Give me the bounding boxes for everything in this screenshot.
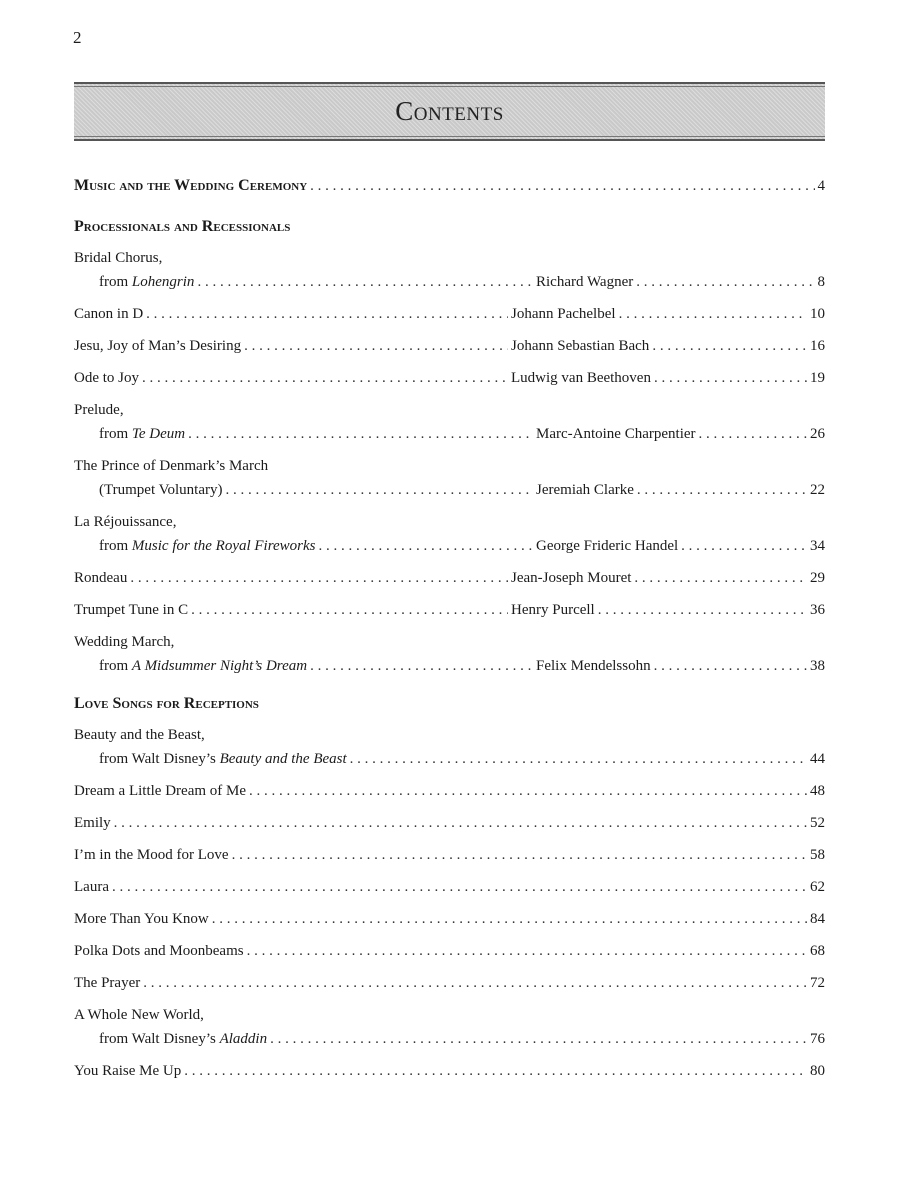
dot-leader (699, 422, 807, 446)
entry-composer: Marc-Antoine Charpentier (536, 426, 696, 442)
toc-entry[interactable] (74, 779, 825, 803)
entry-title-line (74, 246, 825, 270)
entry-page: 29 (810, 570, 825, 586)
toc-entry[interactable] (74, 630, 825, 678)
entry-title-cell (74, 779, 810, 803)
dot-leader (636, 270, 814, 294)
entry-page: 8 (817, 274, 825, 290)
dot-leader (654, 654, 807, 678)
entry-title: Rondeau (74, 570, 128, 586)
entry-title-cell (74, 598, 511, 622)
entry-title-line (74, 454, 825, 478)
entry-source-line (74, 478, 825, 502)
entry-composer-cell (511, 566, 825, 590)
section-heading: Processionals and Recessionals (74, 218, 291, 235)
entry-source-prefix: from (99, 538, 132, 554)
entry-title: Beauty and the Beast, (74, 727, 205, 743)
entry-title: The Prayer (74, 975, 141, 991)
toc-entry[interactable] (74, 875, 825, 899)
entry-source-line (74, 534, 825, 558)
entry-title-cell (74, 843, 810, 867)
entry-page: 48 (810, 783, 825, 799)
entry-page: 16 (810, 338, 825, 354)
toc-entry[interactable] (74, 334, 825, 358)
entry-source-work: Music for the Royal Fireworks (131, 538, 316, 554)
entry-title-cell (74, 1059, 810, 1083)
entry-source (99, 654, 536, 678)
entry-title-line (74, 366, 825, 390)
entry-composer: Henry Purcell (511, 602, 595, 618)
entry-title-line (74, 875, 825, 899)
entry-title: You Raise Me Up (74, 1063, 182, 1079)
entry-composer: Richard Wagner (536, 274, 634, 290)
toc-entry[interactable] (74, 843, 825, 867)
entry-title: Trumpet Tune in C (74, 602, 189, 618)
dot-leader (114, 811, 807, 835)
entry-title: A Whole New World, (74, 1007, 204, 1023)
entry-title-line (74, 971, 825, 995)
page-number: 2 (73, 28, 82, 47)
entry-title-line (74, 779, 825, 803)
entry-source (99, 270, 536, 294)
entry-source-text (99, 270, 194, 294)
dot-leader (244, 334, 508, 358)
entry-title: Emily (74, 815, 111, 831)
entry-title-cell (74, 566, 511, 590)
entry-title: Prelude, (74, 402, 124, 418)
entry-composer: George Frideric Handel (536, 538, 679, 554)
dot-leader (681, 534, 807, 558)
toc-entry[interactable] (74, 598, 825, 622)
entry-source-line (74, 1027, 825, 1051)
entry-title-line (74, 302, 825, 326)
entry-source-prefix: (Trumpet Voluntary) (99, 482, 223, 498)
dot-leader (247, 939, 807, 963)
dot-leader (188, 422, 533, 446)
entry-source-prefix: from (99, 274, 132, 290)
entry-source-work: Lohengrin (131, 274, 195, 290)
entry-composer: Ludwig van Beethoven (511, 370, 651, 386)
dot-leader (197, 270, 533, 294)
entry-source-prefix: from (99, 658, 132, 674)
entry-page: 38 (810, 658, 825, 674)
toc-entry[interactable] (74, 302, 825, 326)
entry-page: 58 (810, 847, 825, 863)
dot-leader (249, 779, 807, 803)
dot-leader (598, 598, 807, 622)
entry-page: 26 (810, 426, 825, 442)
dot-leader (637, 478, 807, 502)
contents-banner (74, 82, 825, 141)
entry-composer-cell (536, 654, 825, 678)
entry-source-text (99, 1027, 267, 1051)
dot-leader (232, 843, 807, 867)
entry-title-line (74, 723, 825, 747)
dot-leader (191, 598, 508, 622)
toc-entry[interactable] (74, 1059, 825, 1083)
dot-leader (270, 1027, 807, 1051)
entry-page: 84 (810, 911, 825, 927)
toc-entry[interactable] (74, 971, 825, 995)
dot-leader (634, 566, 807, 590)
entry-source-line (74, 270, 825, 294)
entry-title: Canon in D (74, 306, 144, 322)
entry-source-text (99, 478, 222, 502)
dot-leader (654, 366, 807, 390)
entry-source-line (74, 422, 825, 446)
entry-title-line (74, 334, 825, 358)
toc-entry[interactable] (74, 398, 825, 446)
entry-title-line (74, 398, 825, 422)
entry-source-line (74, 654, 825, 678)
entry-page: 68 (810, 943, 825, 959)
entry-page: 80 (810, 1063, 825, 1079)
toc-entry[interactable] (74, 246, 825, 294)
entry-title-line (74, 630, 825, 654)
entry-page: 44 (810, 751, 825, 767)
entry-composer-cell (511, 598, 825, 622)
entry-source (99, 1027, 810, 1051)
toc-entry[interactable] (74, 1003, 825, 1051)
entry-source (99, 478, 536, 502)
entry-title-line (74, 1059, 825, 1083)
section-heading: Love Songs for Receptions (74, 695, 259, 712)
entry-composer: Jeremiah Clarke (536, 482, 634, 498)
dot-leader (112, 875, 807, 899)
entry-title-line (74, 843, 825, 867)
entry-source (99, 534, 536, 558)
dot-leader (319, 534, 533, 558)
entry-composer-cell (536, 270, 825, 294)
entry-source-prefix: from (99, 426, 132, 442)
entry-title-line (74, 811, 825, 835)
dot-leader (310, 654, 533, 678)
entry-page: 72 (810, 975, 825, 991)
entry-title-line (74, 510, 825, 534)
dot-leader (225, 478, 533, 502)
entry-source-text (99, 422, 185, 446)
entry-source-text (99, 747, 347, 771)
toc-entry[interactable] (74, 566, 825, 590)
entry-title: Ode to Joy (74, 370, 139, 386)
entry-source-line (74, 747, 825, 771)
entry-title-cell (74, 907, 810, 931)
entry-source-work: Beauty and the Beast (219, 751, 347, 767)
entry-title-cell (74, 334, 511, 358)
entry-composer: Jean-Joseph Mouret (511, 570, 632, 586)
entry-title: The Prince of Denmark’s March (74, 458, 269, 474)
toc-entry[interactable] (74, 939, 825, 963)
dot-leader (142, 366, 508, 390)
entry-page: 19 (810, 370, 825, 386)
page-title: Contents (395, 96, 504, 126)
dot-leader (184, 1059, 807, 1083)
entry-composer: Johann Sebastian Bach (511, 338, 650, 354)
entry-title: I’m in the Mood for Love (74, 847, 229, 863)
entry-title-cell (74, 971, 810, 995)
toc-entry[interactable] (74, 723, 825, 771)
entry-source-work: A Midsummer Night’s Dream (131, 658, 308, 674)
entry-composer-cell (511, 302, 825, 326)
entry-title-line (74, 907, 825, 931)
entry-source-text (99, 534, 316, 558)
dot-leader (146, 302, 508, 326)
entry-composer: Johann Pachelbel (511, 306, 616, 322)
entry-title-line (74, 566, 825, 590)
entry-source-work: Aladdin (219, 1031, 268, 1047)
entry-source-prefix: from Walt Disney’s (99, 751, 220, 767)
entry-composer-cell (511, 334, 825, 358)
entry-source-text (99, 654, 307, 678)
entry-composer-cell (511, 366, 825, 390)
entry-page: 22 (810, 482, 825, 498)
entry-source (99, 422, 536, 446)
dot-leader (619, 302, 807, 326)
intro-page: 4 (817, 178, 825, 194)
entry-title-cell (74, 939, 810, 963)
entry-source-prefix: from Walt Disney’s (99, 1031, 220, 1047)
toc-entry[interactable] (74, 454, 825, 502)
entry-composer-cell (536, 478, 825, 502)
toc-entry[interactable] (74, 366, 825, 390)
entry-title-line (74, 939, 825, 963)
table-of-contents (74, 177, 825, 1083)
entry-page: 10 (810, 306, 825, 322)
toc-intro-entry[interactable] (74, 177, 825, 201)
entry-page: 62 (810, 879, 825, 895)
entry-page: 34 (810, 538, 825, 554)
entry-composer: Felix Mendelssohn (536, 658, 651, 674)
entry-title-cell (74, 302, 511, 326)
entry-page: 52 (810, 815, 825, 831)
dot-leader (143, 971, 807, 995)
entry-title-cell (74, 366, 511, 390)
entry-composer-cell (536, 422, 825, 446)
entry-title: Jesu, Joy of Man’s Desiring (74, 338, 242, 354)
entry-title-cell (74, 875, 810, 899)
toc-entry[interactable] (74, 907, 825, 931)
entry-page: 76 (810, 1031, 825, 1047)
entry-source-work: Te Deum (131, 426, 186, 442)
entry-title: Dream a Little Dream of Me (74, 783, 247, 799)
toc-sections (74, 218, 825, 1083)
entry-title-line (74, 1003, 825, 1027)
entry-title: Laura (74, 879, 109, 895)
dot-leader (130, 566, 508, 590)
toc-entry[interactable] (74, 811, 825, 835)
entry-page: 36 (810, 602, 825, 618)
entry-title: Wedding March, (74, 634, 175, 650)
entry-title: Polka Dots and Moonbeams (74, 943, 244, 959)
dot-leader (212, 907, 807, 931)
dot-leader (310, 178, 814, 195)
intro-title: Music and the Wedding Ceremony (74, 177, 308, 194)
dot-leader (652, 334, 807, 358)
entry-source (99, 747, 810, 771)
dot-leader (350, 747, 807, 771)
entry-title: La Réjouissance, (74, 514, 177, 530)
entry-composer-cell (536, 534, 825, 558)
entry-title: More Than You Know (74, 911, 209, 927)
entry-title-line (74, 598, 825, 622)
toc-entry[interactable] (74, 510, 825, 558)
entry-title-cell (74, 811, 810, 835)
entry-title: Bridal Chorus, (74, 250, 163, 266)
